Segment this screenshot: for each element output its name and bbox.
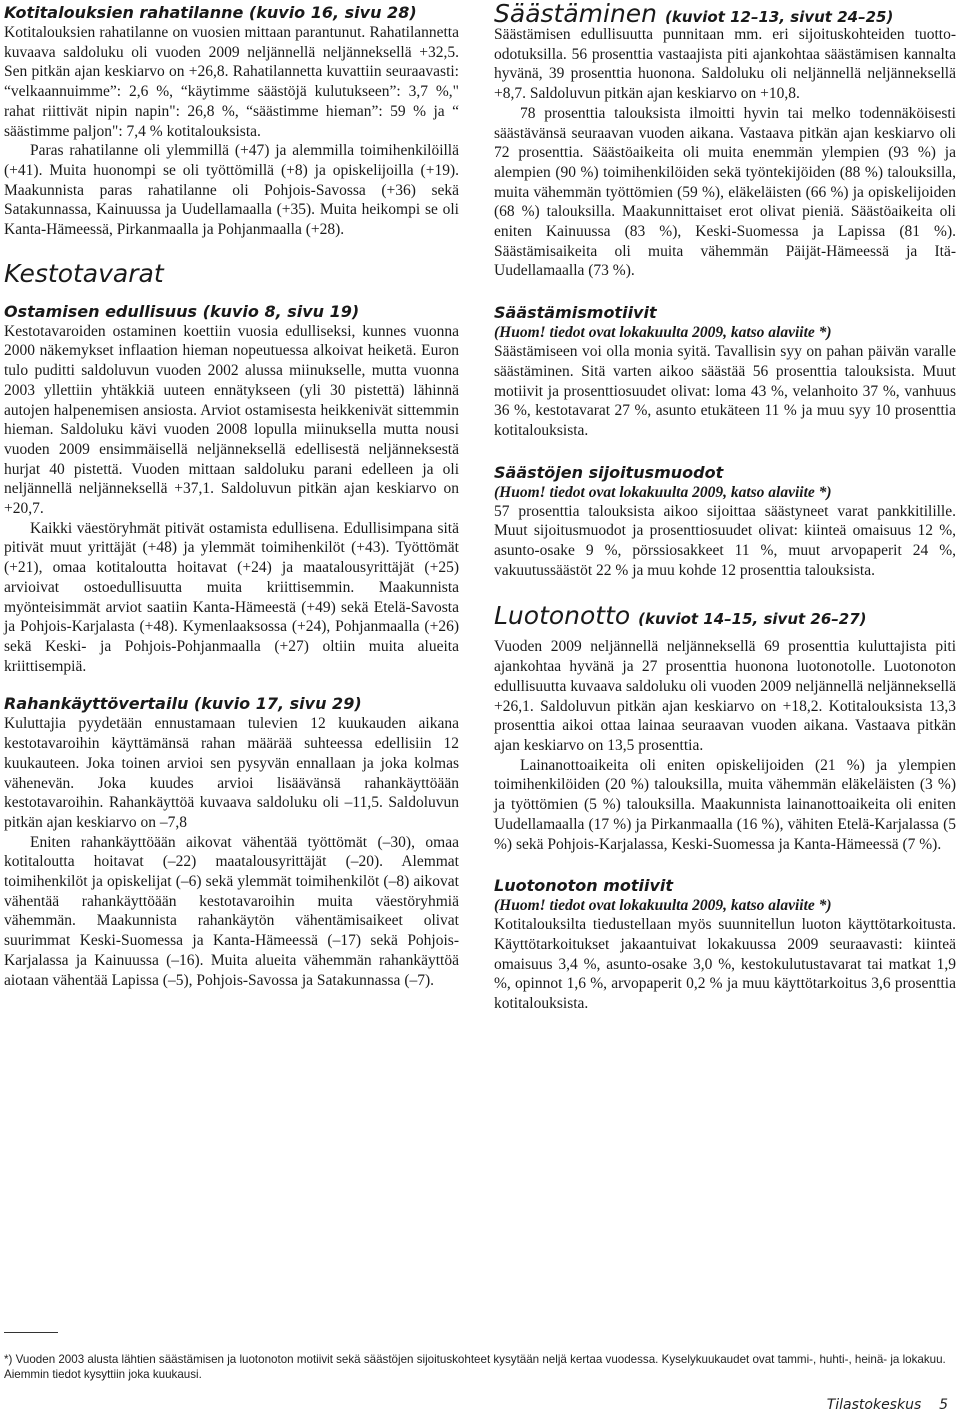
paragraph: 57 prosenttia talouksista aikoo sijoittaa säästyneet varat pankkitilille. Muut sijoitusmuodot ja prosenttiosuudet olivat: kiinteä omaisuus 12 %, asunto-osake 9 %, pörssiosakkeet 11 %, muut arvopaperit 24 %, vakuutussäästöt 22 % ja muu kohde 12 prosenttia talouksista. (494, 502, 956, 579)
footnote-divider (4, 1332, 58, 1333)
heading-text: Kotitalouksien rahatilanne (4, 3, 244, 22)
paragraph: Säästämisen edullisuutta punnitaan mm. eri sijoituskohteiden tuotto-odotuksilla. 56 prosenttia vastaajista piti ajankohtaa säästämisen kannalta hyvänä, 39 prosenttia huonona. Saldoluku oli neljännellä neljänneksellä +8,7. Saldoluvun pitkän ajan keskiarvo on +10,8. (494, 26, 956, 103)
note: (Huom! tiedot ovat lokakuulta 2009, katso alaviite *) (494, 897, 832, 915)
paragraph: Vuoden 2009 neljännellä neljänneksellä 69 prosenttia kuluttajista piti ajankohtaa hyvänä ja 27 prosenttia huonona luotonotolle. Luotonoton edullisuutta kuvaava saldoluku oli vuoden 2009 neljännellä neljänneksellä +26,1. Saldoluvun pitkän ajan keskiarvo on +18,2. Kotitalouksista 13,3 prosenttia aikoi ottaa lainaa seuraavan vuoden aikana. Vastaava pitkän ajan keskiarvo on 13,5 prosenttia. (494, 638, 956, 754)
paragraph: Kuluttajia pyydetään ennustamaan tulevien 12 kuukauden aikana kestotavaroihin käyttämänsä rahan määrää suhteessa edellisiin 12 kuukauteen. Joka toinen arvioi sen pysyvän ennallaan ja joka kolmas vähenevän. Joka kuudes arvioi lisäävänsä rahankäyttöään kestotavaroihin. Rahankäyttöä kuvaava saldoluku oli –11,5. Saldoluvun pitkän ajan keskiarvo on –7,8 (4, 715, 459, 831)
paragraph: Eniten rahankäyttöään aikovat vähentää työttömät (–30), omaa kotitaloutta hoitavat (–22) maatalousyrittäjät (–20). Alemmat toimihenkilöt ja opiskelijat (–6) sekä ylemmät toimihenkilöt (–8) aikovat vähentää rahankäyttöään kestotavaroihin muita väestöryhmiä vähemmän. Maakunnista rahankäytön vähentämisaikeet olivat suurimmat Keski-Suomessa ja Kanta-Hämeessä (–17) sekä Pohjois-Karjalassa ja Kainuussa (–16). Muita alueita vähemmän rahankäyttöä aiotaan vähentää Lapissa (–5), Pohjois-Savossa ja Satakunnassa (–7). (4, 833, 459, 989)
paragraph: Kotitalouksien rahatilanne on vuosien mittaan parantunut. Rahatilannetta kuvaava saldoluku oli vuoden 2009 neljännellä neljänneksellä +32,5. Sen pitkän ajan keskiarvo on +26,8. Rahatilannetta kuvattiin seuraavasti: “velkaannuimme”: 2,6 %, “käytimme säästöjä kulutukseen”: 3,7 %," rahat riittivät nipin napin": 26,8 %, “säästimme hieman”: 59 % ja “ säästimme paljon": 7,4 % kotitalouksista. (4, 24, 459, 140)
paragraph: Kotitalouksilta tiedustellaan myös suunnitellun luoton käyttötarkoitusta. Käyttötarkoitukset jakaantuivat lokakuussa 2009 seuraavasti: kiinteä omaisuus 3,4 %, asunto-osake 3,0 %, kestokulutustavarat tai matkat 1,9 %, opinnot 1,6 %, arvopaperit 0,2 % ja muu käyttötarkoitus 3,6 prosenttia kotitalouksista. (494, 916, 956, 1013)
subsection-heading-saastamismotiivit: Säästämismotiivit (494, 303, 657, 323)
heading-text: Luotonotto (494, 601, 631, 631)
paragraph: Säästämiseen voi olla monia syitä. Tavallisin syy on pahan päivän varalle säästäminen. Sitä varten aikoo säästää 56 prosenttia talouksista. Muut motiivit ja prosenttiosuudet olivat: loma 43 %, velanhoito 37 %, vanhuus 36 %, kestotavarat 27 %, asunto etukäteen 11 % ja muu syy 10 prosenttia kotitalouksista. (494, 343, 956, 439)
section-heading-kestotavarat: Kestotavarat (4, 258, 164, 288)
paragraph: Kaikki väestöryhmät pitivät ostamista edullisena. Edullisimpana sitä pitivät muut yrittäjät (+48) ja ylemmät toimihenkilöt (+43). Työttömät (+21), omaa kotitaloutta hoitavat (+24) ja maatalousyrittäjät (+25) arvioivat ostoedullisuutta muita kriittisemmin. Maakunnista myönteisimmät arviot saatiin Kanta-Hämeestä (+49) sekä Etelä-Savosta ja Pohjois-Karjalasta (+48). Kymenlaaksossa (+24), Pohjanmaalla (+26) sekä Keski- ja Pohjois-Pohjanmaalla (+27) oltiin muita alueita kriittisempiä. (4, 519, 459, 675)
right-column (494, 0, 956, 1014)
paragraph: Paras rahatilanne oli ylemmillä (+47) ja alemmilla toimihenkilöillä (+41). Muita huonompi se oli työttömillä (+8) ja opiskelijoilla (+19). Maakunnista paras rahatilanne oli Pohjois-Savossa (+36) sekä Satakunnassa, Kainuussa ja Uudellamaalla (+35). Muita heikompi se oli Kanta-Hämeessä, Pirkanmaalla ja Pohjanmaalla (+28). (4, 142, 459, 239)
subsection-heading-ostamisen-edullisuus (4, 302, 459, 322)
left-column (4, 0, 459, 990)
paragraph: 78 prosenttia talouksista ilmoitti hyvin tai melko todennäköisesti säästävänsä seuraavan vuoden aikana. Vastaava pitkän ajan keskiarvo oli 72 prosenttia. Säästöaikeita oli muita enemmän ylempien (93 %) ja alempien (90 %) toimihenkilöiden sekä työntekijöiden (88 %) talouksilla, muita vähemmän työttömien (59 %), eläkeläisten (66 %) ja opiskelijoiden (68 %) talouksilla. Maakunnittaiset erot olivat pieniä. Säästöaikeita oli eniten Kainuussa (83 %), Keski-Suomessa ja Lapissa (81 %). Säästämisaikeita oli muita vähemmän Päijät-Hämeessä ja Itä-Uudellamaalla (73 %). (494, 104, 956, 280)
figure-reference: (kuviot 12–13, sivut 24–25) (664, 8, 894, 26)
section-heading-luotonotto (494, 602, 956, 633)
figure-reference: (kuvio 8, sivu 19) (202, 301, 360, 321)
paragraph: Lainanottoaikeita oli eniten opiskelijoiden (21 %) ja ylempien toimihenkilöiden (20 %) talouksilla, muita vähemmän eläkeläisten (3 %) ja työttömien (5 %) talouksilla. Maakunnista lainanottoaikeita oli eniten Uudellamaalla (17 %) ja Pirkanmaalla (16 %), vähiten Etelä-Karjalassa (5 %) sekä Pohjois-Karjalassa, Keski-Suomessa ja Kanta-Hämeessä (7 %). (494, 756, 956, 853)
publication-name: Tilastokeskus (826, 1397, 922, 1413)
heading-text: Säästäminen (494, 0, 658, 28)
subsection-heading-rahankaytto (4, 694, 459, 714)
footnote: *) Vuoden 2003 alusta lähtien säästämisen ja luotonoton motiivit sekä säästöjen sijoituskohteet kysytään neljä kertaa vuodessa. Kyselykuukaudet ovat tammi-, huhti-, heinä- ja lokakuu. Aiemmin tiedot kysyttiin joka kuukausi. (4, 1353, 946, 1381)
paragraph: Kestotavaroiden ostaminen koettiin vuosia edulliseksi, kunnes vuonna 2000 näkemykset inflaation hieman nopeutuessa alkoivat heiketä. Euron tulo puditti saldoluvun vuoden 2002 alussa miinukselle, mutta vuonna 2003 yllettiin yhtäkkiä uuteen ennätykseen (yli 30 pistettä) lähinnä autojen halpenemisen ansiosta. Arviot ostamisesta heikkenivät sittemmin hieman. Saldoluku kävi vuoden 2008 lopulla miinuksella mutta nousi vuoden 2009 ensimmäisellä neljänneksellä edellisestä neljänneksestä hurjat 40 pistettä. Vuoden mittaan saldoluku parani edelleen ja oli neljännellä neljänneksellä +37,1. Saldoluvun pitkän ajan keskiarvo on +20,7. (4, 322, 459, 518)
section-heading-rahatilanne (4, 3, 459, 23)
heading-text: Ostamisen edullisuus (4, 301, 198, 321)
note: (Huom! tiedot ovat lokakuulta 2009, katso alaviite *) (494, 324, 832, 342)
page-number: 5 (939, 1397, 948, 1413)
heading-text: Rahankäyttövertailu (4, 694, 189, 714)
figure-reference: (kuvio 17, sivu 29) (193, 694, 362, 714)
figure-reference: (kuvio 16, sivu 28) (248, 3, 417, 22)
figure-reference: (kuviot 14–15, sivut 26–27) (638, 610, 867, 629)
page-footer (827, 1397, 948, 1413)
note: (Huom! tiedot ovat lokakuulta 2009, katso alaviite *) (494, 483, 832, 501)
subsection-heading-luotonoton-motiivit: Luotonoton motiivit (494, 876, 674, 896)
subsection-heading-sijoitusmuodot: Säästöjen sijoitusmuodot (494, 462, 724, 482)
